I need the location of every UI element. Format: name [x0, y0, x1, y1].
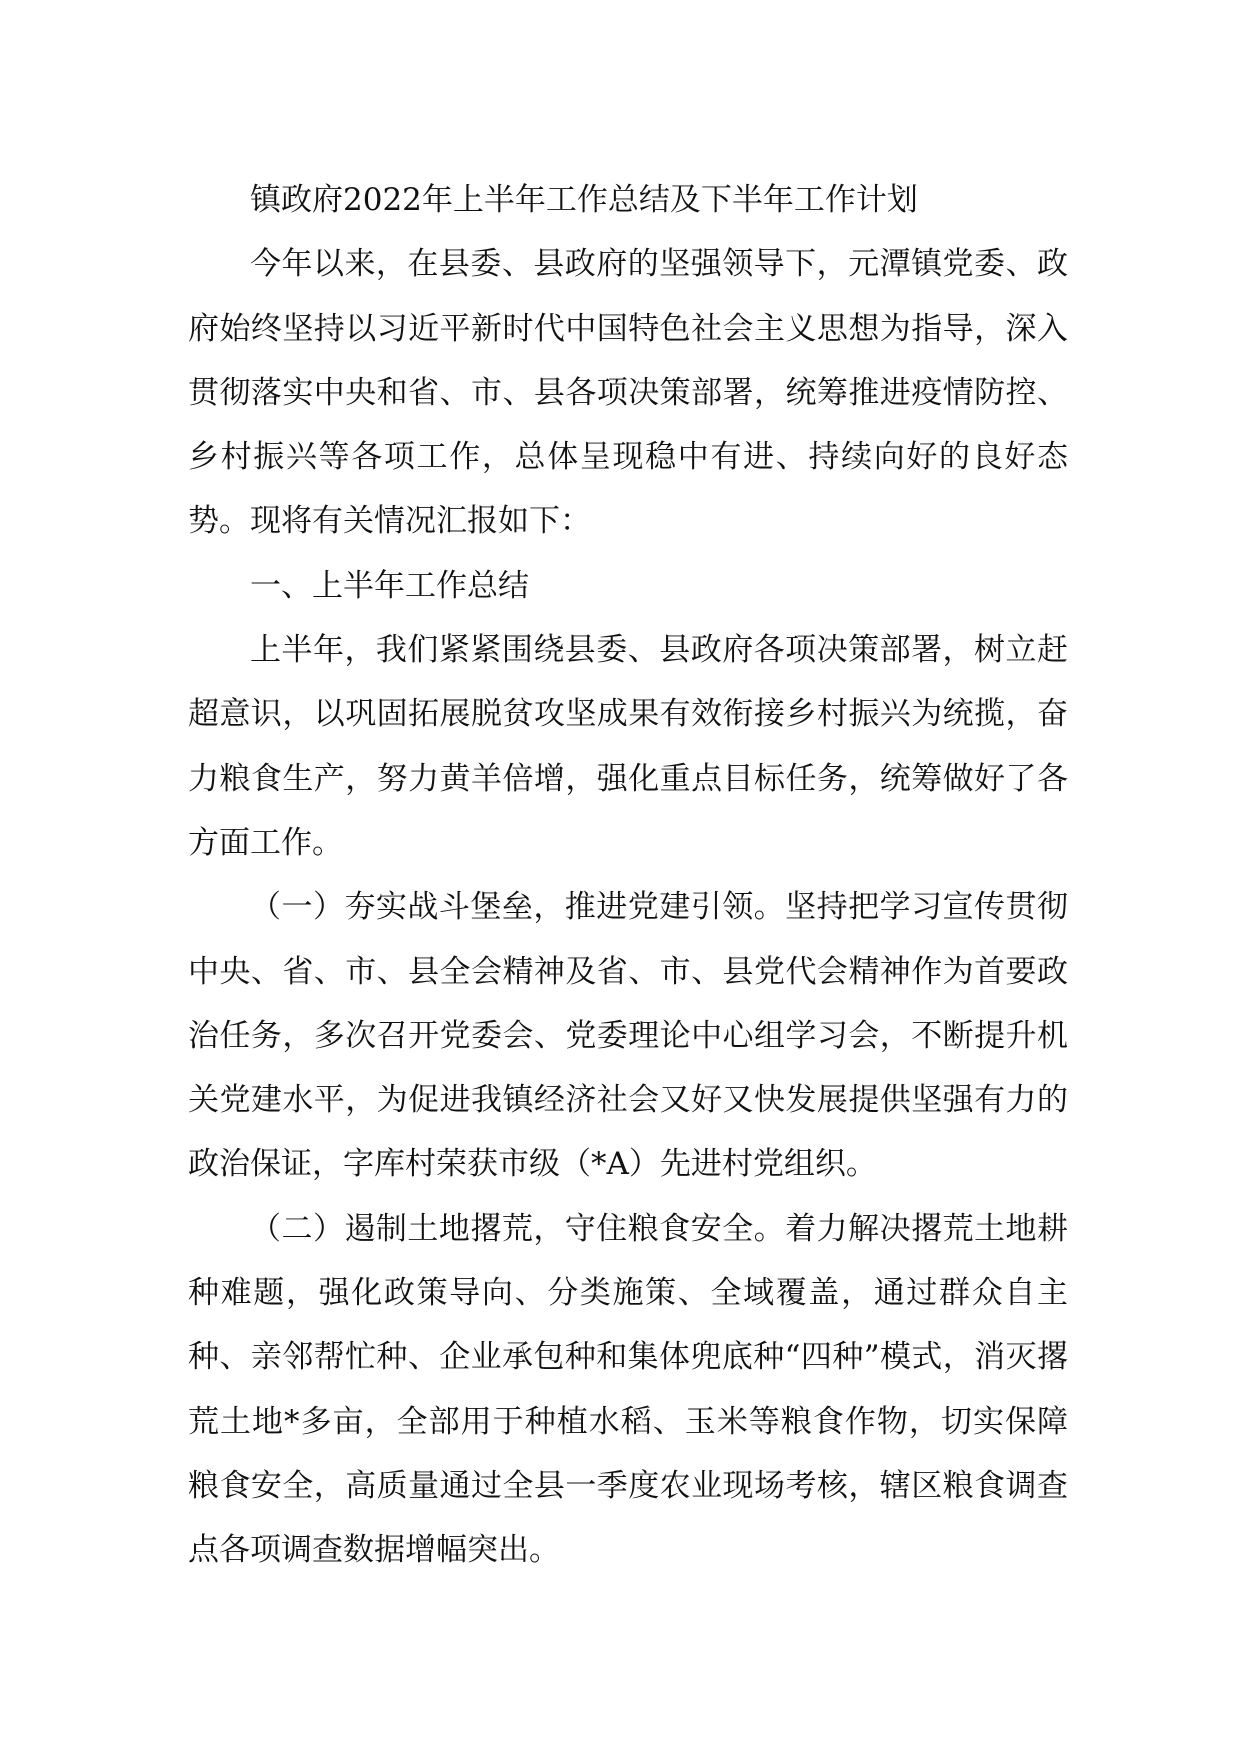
section-intro-paragraph: 上半年，我们紧紧围绕县委、县政府各项决策部署，树立赶超意识，以巩固拓展脱贫攻坚成果有效衔接乡村振兴为统揽，奋力粮食生产，努力黄羊倍增，强化重点目标任务，统筹做好了各方面工作。	[188, 632, 1068, 861]
document-body	[188, 168, 1068, 1583]
section-heading: 一、上半年工作总结	[250, 567, 529, 604]
item-one-paragraph: （一）夯实战斗堡垒，推进党建引领。坚持把学习宣传贯彻中央、省、市、县全会精神及省、市、县党代会精神作为首要政治任务，多次召开党委会、党委理论中心组学习会，不断提升机关党建水平，为促进我镇经济社会又好又快发展提供坚强有力的政治保证，字库村荣获市级（*A）先进村党组织。	[188, 889, 1068, 1183]
intro-paragraph: 今年以来，在县委、县政府的坚强领导下，元潭镇党委、政府始终坚持以习近平新时代中国特色社会主义思想为指导，深入贯彻落实中央和省、市、县各项决策部署，统筹推进疫情防控、乡村振兴等各项工作，总体呈现稳中有进、持续向好的良好态势。现将有关情况汇报如下：	[188, 246, 1068, 540]
document-title: 镇政府2022年上半年工作总结及下半年工作计划	[250, 182, 918, 218]
item-two-paragraph: （二）遏制土地撂荒，守住粮食安全。着力解决撂荒土地耕种难题，强化政策导向、分类施策、全域覆盖，通过群众自主种、亲邻帮忙种、企业承包种和集体兜底种“四种”模式，消灭撂荒土地*多亩，全部用于种植水稻、玉米等粮食作物，切实保障粮食安全，高质量通过全县一季度农业现场考核，辖区粮食调查点各项调查数据增幅突出。	[188, 1210, 1068, 1569]
